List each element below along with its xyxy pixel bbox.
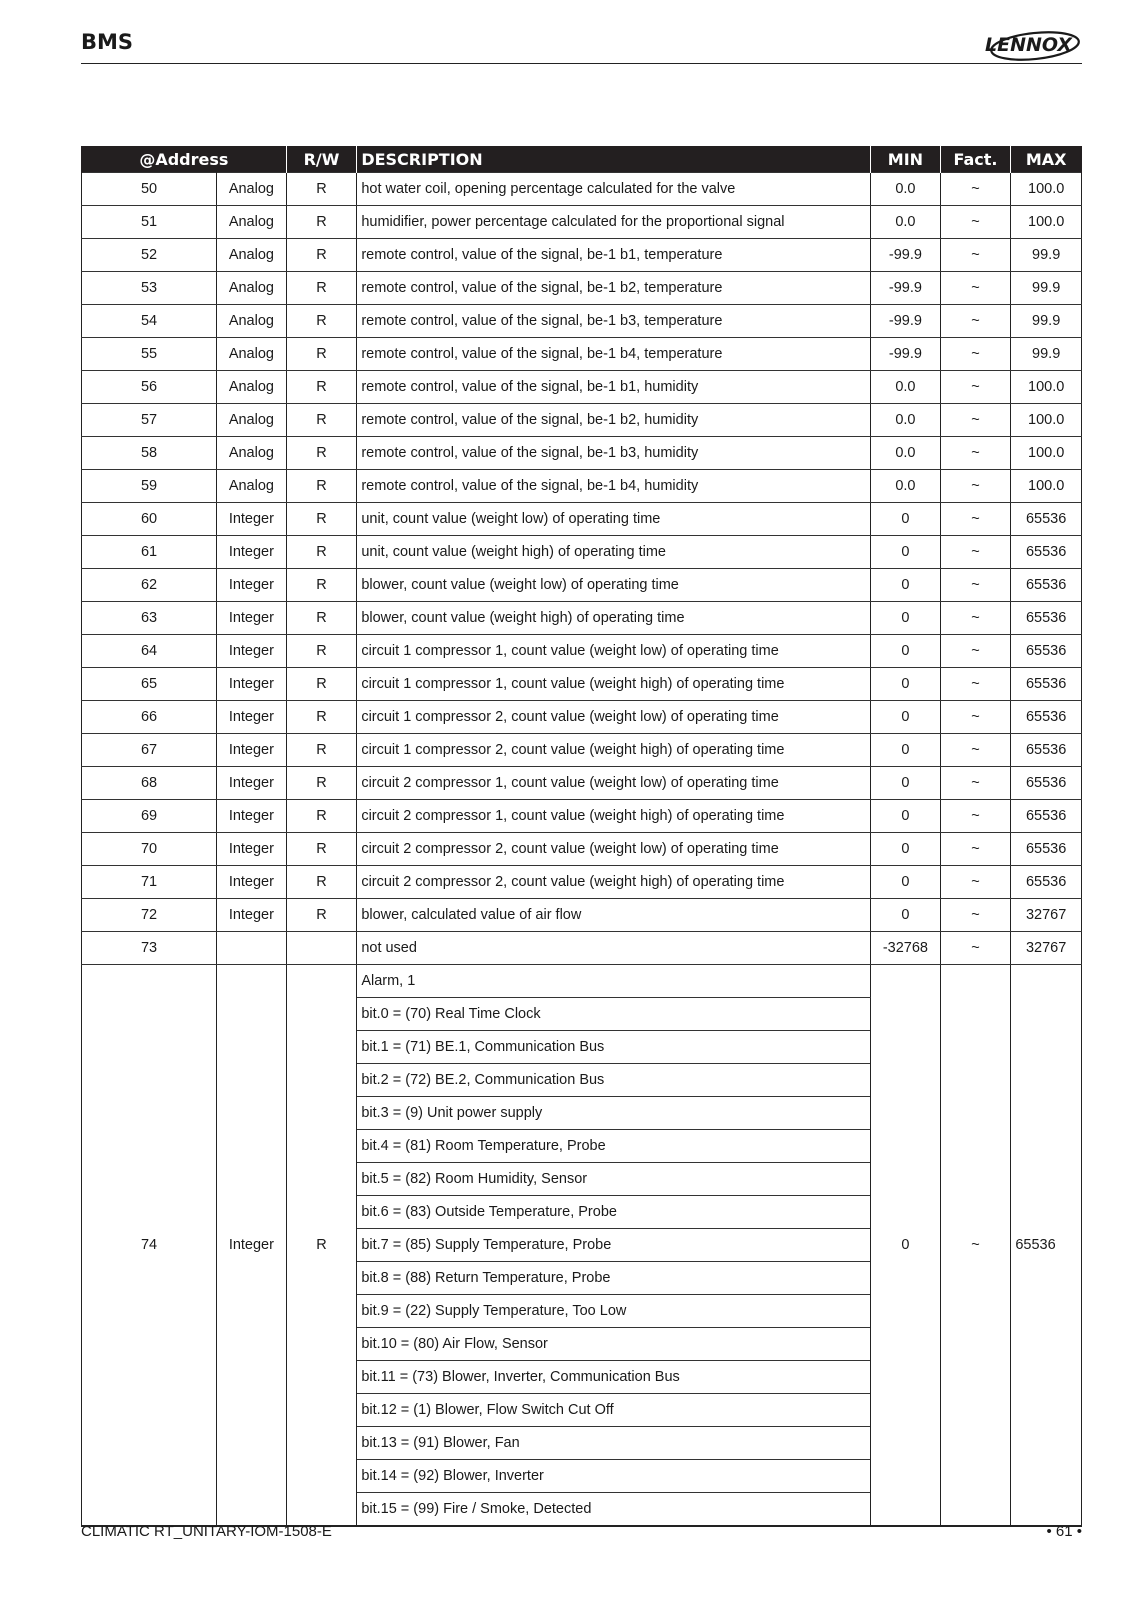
cell-type: Integer — [217, 899, 287, 932]
cell-rw: R — [286, 173, 357, 206]
table-row — [82, 767, 1082, 800]
table-header-row — [82, 146, 1082, 173]
cell-description: circuit 1 compressor 2, count value (weight low) of operating time — [357, 701, 871, 734]
cell-max: 99.9 — [1011, 305, 1082, 338]
cell-min: 0.0 — [871, 470, 941, 503]
cell-max: 32767 — [1011, 932, 1082, 965]
cell-fact: ~ — [940, 404, 1011, 437]
cell-description: remote control, value of the signal, be-1 b1, humidity — [357, 371, 871, 404]
header-divider — [81, 63, 1082, 64]
cell-alarm-bit: bit.3 = (9) Unit power supply — [357, 1097, 871, 1130]
cell-description: blower, count value (weight low) of operating time — [357, 569, 871, 602]
cell-address: 73 — [82, 932, 217, 965]
cell-rw: R — [286, 965, 357, 1527]
table-row — [82, 272, 1082, 305]
cell-description: hot water coil, opening percentage calculated for the valve — [357, 173, 871, 206]
cell-max: 65536 — [1011, 635, 1082, 668]
cell-type: Analog — [217, 404, 287, 437]
cell-address: 50 — [82, 173, 217, 206]
cell-description: circuit 1 compressor 1, count value (weight low) of operating time — [357, 635, 871, 668]
cell-alarm-bit: bit.13 = (91) Blower, Fan — [357, 1427, 871, 1460]
cell-description: unit, count value (weight low) of operating time — [357, 503, 871, 536]
cell-rw: R — [286, 569, 357, 602]
cell-rw: R — [286, 800, 357, 833]
cell-rw: R — [286, 305, 357, 338]
cell-rw: R — [286, 437, 357, 470]
cell-address: 72 — [82, 899, 217, 932]
cell-fact: ~ — [940, 338, 1011, 371]
cell-max: 100.0 — [1011, 437, 1082, 470]
cell-max: 99.9 — [1011, 338, 1082, 371]
cell-fact: ~ — [940, 305, 1011, 338]
cell-rw: R — [286, 239, 357, 272]
cell-max: 99.9 — [1011, 272, 1082, 305]
cell-type: Integer — [217, 569, 287, 602]
cell-max: 65536 — [1011, 800, 1082, 833]
cell-fact: ~ — [940, 635, 1011, 668]
cell-min: 0 — [871, 800, 941, 833]
cell-address: 60 — [82, 503, 217, 536]
cell-type: Analog — [217, 437, 287, 470]
cell-max: 100.0 — [1011, 206, 1082, 239]
table-row — [82, 866, 1082, 899]
cell-max: 100.0 — [1011, 470, 1082, 503]
cell-address: 69 — [82, 800, 217, 833]
cell-max: 65536 — [1011, 569, 1082, 602]
cell-type: Integer — [217, 767, 287, 800]
cell-fact: ~ — [940, 734, 1011, 767]
cell-max: 65536 — [1011, 734, 1082, 767]
table-row — [82, 173, 1082, 206]
cell-fact: ~ — [940, 437, 1011, 470]
cell-address: 61 — [82, 536, 217, 569]
cell-max: 65536 — [1011, 767, 1082, 800]
cell-min: 0 — [871, 899, 941, 932]
cell-address: 62 — [82, 569, 217, 602]
cell-description: remote control, value of the signal, be-1 b3, temperature — [357, 305, 871, 338]
logo-text: LENNOX — [985, 34, 1073, 56]
cell-max: 32767 — [1011, 899, 1082, 932]
cell-address: 51 — [82, 206, 217, 239]
table-row — [82, 734, 1082, 767]
cell-description: circuit 2 compressor 1, count value (weight low) of operating time — [357, 767, 871, 800]
cell-description: unit, count value (weight high) of operating time — [357, 536, 871, 569]
header-address: @Address — [82, 146, 287, 173]
cell-description: blower, calculated value of air flow — [357, 899, 871, 932]
cell-fact: ~ — [940, 470, 1011, 503]
cell-fact: ~ — [940, 833, 1011, 866]
cell-rw: R — [286, 272, 357, 305]
cell-rw — [286, 932, 357, 965]
cell-rw: R — [286, 635, 357, 668]
cell-address: 59 — [82, 470, 217, 503]
cell-rw: R — [286, 866, 357, 899]
cell-fact: ~ — [940, 569, 1011, 602]
cell-max: 65536 — [1011, 503, 1082, 536]
cell-type: Analog — [217, 305, 287, 338]
cell-description: remote control, value of the signal, be-1 b2, humidity — [357, 404, 871, 437]
cell-max: 100.0 — [1011, 371, 1082, 404]
cell-fact: ~ — [940, 800, 1011, 833]
cell-max: 65536 — [1011, 668, 1082, 701]
cell-description: remote control, value of the signal, be-1 b4, temperature — [357, 338, 871, 371]
cell-type: Integer — [217, 833, 287, 866]
cell-type: Integer — [217, 866, 287, 899]
cell-min: 0 — [871, 602, 941, 635]
cell-description: not used — [357, 932, 871, 965]
footer-document-code: CLIMATIC RT_UNITARY-IOM-1508-E — [81, 1523, 332, 1540]
cell-alarm-bit: bit.5 = (82) Room Humidity, Sensor — [357, 1163, 871, 1196]
cell-type: Integer — [217, 965, 287, 1527]
cell-type: Integer — [217, 602, 287, 635]
cell-address: 56 — [82, 371, 217, 404]
cell-type: Analog — [217, 173, 287, 206]
cell-max: 99.9 — [1011, 239, 1082, 272]
cell-description: circuit 2 compressor 1, count value (weight high) of operating time — [357, 800, 871, 833]
cell-max: 65536 — [1011, 536, 1082, 569]
cell-rw: R — [286, 470, 357, 503]
cell-rw: R — [286, 536, 357, 569]
cell-min: 0 — [871, 503, 941, 536]
cell-fact: ~ — [940, 536, 1011, 569]
cell-rw: R — [286, 206, 357, 239]
cell-alarm-bit: bit.10 = (80) Air Flow, Sensor — [357, 1328, 871, 1361]
cell-min: 0 — [871, 536, 941, 569]
table-row — [82, 701, 1082, 734]
cell-address: 71 — [82, 866, 217, 899]
cell-description: circuit 2 compressor 2, count value (weight low) of operating time — [357, 833, 871, 866]
cell-min: -32768 — [871, 932, 941, 965]
cell-address: 68 — [82, 767, 217, 800]
cell-fact: ~ — [940, 272, 1011, 305]
cell-address: 74 — [82, 965, 217, 1527]
cell-min: 0 — [871, 668, 941, 701]
cell-type: Integer — [217, 635, 287, 668]
table-row — [82, 899, 1082, 932]
cell-alarm-bit: bit.15 = (99) Fire / Smoke, Detected — [357, 1493, 871, 1527]
cell-type: Analog — [217, 206, 287, 239]
cell-min: -99.9 — [871, 305, 941, 338]
cell-type: Analog — [217, 272, 287, 305]
cell-max: 100.0 — [1011, 173, 1082, 206]
cell-alarm-bit: bit.12 = (1) Blower, Flow Switch Cut Off — [357, 1394, 871, 1427]
cell-min: 0.0 — [871, 437, 941, 470]
cell-alarm-bit: bit.11 = (73) Blower, Inverter, Communication Bus — [357, 1361, 871, 1394]
table-row — [82, 437, 1082, 470]
cell-rw: R — [286, 338, 357, 371]
table-row — [82, 338, 1082, 371]
cell-min: 0 — [871, 866, 941, 899]
cell-min: 0.0 — [871, 173, 941, 206]
footer-page-number: • 61 • — [1046, 1523, 1082, 1540]
cell-rw: R — [286, 833, 357, 866]
cell-rw: R — [286, 404, 357, 437]
cell-min: 0.0 — [871, 404, 941, 437]
table-row — [82, 470, 1082, 503]
table-row — [82, 206, 1082, 239]
cell-address: 58 — [82, 437, 217, 470]
cell-min: -99.9 — [871, 338, 941, 371]
cell-description: remote control, value of the signal, be-1 b4, humidity — [357, 470, 871, 503]
cell-alarm-bit: bit.4 = (81) Room Temperature, Probe — [357, 1130, 871, 1163]
bms-register-table — [81, 146, 1082, 1527]
cell-max: 65536 — [1011, 701, 1082, 734]
cell-fact: ~ — [940, 602, 1011, 635]
cell-max: 100.0 — [1011, 404, 1082, 437]
cell-min: 0 — [871, 569, 941, 602]
cell-fact: ~ — [940, 503, 1011, 536]
cell-address: 57 — [82, 404, 217, 437]
cell-description: circuit 1 compressor 2, count value (weight high) of operating time — [357, 734, 871, 767]
cell-rw: R — [286, 767, 357, 800]
cell-min: 0 — [871, 734, 941, 767]
cell-fact: ~ — [940, 668, 1011, 701]
page-title: BMS — [81, 30, 134, 54]
cell-min: 0.0 — [871, 371, 941, 404]
cell-description: circuit 2 compressor 2, count value (weight high) of operating time — [357, 866, 871, 899]
table-row — [82, 569, 1082, 602]
cell-type: Integer — [217, 734, 287, 767]
cell-rw: R — [286, 734, 357, 767]
cell-rw: R — [286, 899, 357, 932]
cell-min: 0.0 — [871, 206, 941, 239]
cell-type — [217, 932, 287, 965]
cell-rw: R — [286, 503, 357, 536]
cell-address: 64 — [82, 635, 217, 668]
cell-min: 0 — [871, 635, 941, 668]
cell-alarm-bit: bit.7 = (85) Supply Temperature, Probe — [357, 1229, 871, 1262]
cell-max: 65536 — [1011, 602, 1082, 635]
table-row — [82, 668, 1082, 701]
cell-description: humidifier, power percentage calculated for the proportional signal — [357, 206, 871, 239]
cell-address: 55 — [82, 338, 217, 371]
cell-min: 0 — [871, 767, 941, 800]
cell-fact: ~ — [940, 206, 1011, 239]
cell-fact: ~ — [940, 371, 1011, 404]
cell-description: remote control, value of the signal, be-1 b3, humidity — [357, 437, 871, 470]
header-max: MAX — [1011, 146, 1082, 173]
cell-alarm-bit: bit.14 = (92) Blower, Inverter — [357, 1460, 871, 1493]
cell-address: 70 — [82, 833, 217, 866]
cell-type: Integer — [217, 800, 287, 833]
table-row — [82, 602, 1082, 635]
cell-min: 0 — [871, 833, 941, 866]
cell-fact: ~ — [940, 965, 1011, 1527]
table-row — [82, 305, 1082, 338]
table-row — [82, 932, 1082, 965]
lennox-logo — [973, 29, 1083, 63]
cell-alarm-title: Alarm, 1 — [357, 965, 871, 998]
table-row — [82, 404, 1082, 437]
cell-type: Analog — [217, 338, 287, 371]
table-row — [82, 536, 1082, 569]
cell-min: -99.9 — [871, 239, 941, 272]
cell-rw: R — [286, 371, 357, 404]
alarm-row — [82, 965, 1082, 998]
table-row — [82, 503, 1082, 536]
cell-type: Analog — [217, 239, 287, 272]
cell-alarm-bit: bit.6 = (83) Outside Temperature, Probe — [357, 1196, 871, 1229]
cell-fact: ~ — [940, 932, 1011, 965]
table-row — [82, 833, 1082, 866]
cell-fact: ~ — [940, 899, 1011, 932]
cell-description: remote control, value of the signal, be-1 b2, temperature — [357, 272, 871, 305]
cell-max: 65536 — [1011, 866, 1082, 899]
header-min: MIN — [871, 146, 941, 173]
cell-max: 65536 — [1011, 965, 1082, 1527]
cell-address: 63 — [82, 602, 217, 635]
table-row — [82, 800, 1082, 833]
header-description: DESCRIPTION — [357, 146, 871, 173]
cell-max: 65536 — [1011, 833, 1082, 866]
cell-fact: ~ — [940, 239, 1011, 272]
cell-min: 0 — [871, 965, 941, 1527]
cell-address: 66 — [82, 701, 217, 734]
cell-fact: ~ — [940, 767, 1011, 800]
cell-alarm-bit: bit.2 = (72) BE.2, Communication Bus — [357, 1064, 871, 1097]
cell-type: Integer — [217, 503, 287, 536]
header-fact: Fact. — [940, 146, 1011, 173]
header-rw: R/W — [286, 146, 357, 173]
cell-description: remote control, value of the signal, be-1 b1, temperature — [357, 239, 871, 272]
table-row — [82, 371, 1082, 404]
cell-alarm-bit: bit.1 = (71) BE.1, Communication Bus — [357, 1031, 871, 1064]
cell-address: 67 — [82, 734, 217, 767]
cell-alarm-bit: bit.8 = (88) Return Temperature, Probe — [357, 1262, 871, 1295]
cell-type: Integer — [217, 701, 287, 734]
cell-rw: R — [286, 602, 357, 635]
cell-type: Analog — [217, 371, 287, 404]
table-row — [82, 635, 1082, 668]
cell-alarm-bit: bit.0 = (70) Real Time Clock — [357, 998, 871, 1031]
cell-description: blower, count value (weight high) of operating time — [357, 602, 871, 635]
cell-address: 54 — [82, 305, 217, 338]
cell-type: Integer — [217, 536, 287, 569]
cell-min: 0 — [871, 701, 941, 734]
cell-fact: ~ — [940, 701, 1011, 734]
cell-description: circuit 1 compressor 1, count value (weight high) of operating time — [357, 668, 871, 701]
cell-alarm-bit: bit.9 = (22) Supply Temperature, Too Low — [357, 1295, 871, 1328]
cell-address: 53 — [82, 272, 217, 305]
cell-min: -99.9 — [871, 272, 941, 305]
cell-address: 65 — [82, 668, 217, 701]
cell-rw: R — [286, 701, 357, 734]
table-row — [82, 239, 1082, 272]
cell-rw: R — [286, 668, 357, 701]
cell-fact: ~ — [940, 173, 1011, 206]
cell-type: Analog — [217, 470, 287, 503]
cell-fact: ~ — [940, 866, 1011, 899]
cell-type: Integer — [217, 668, 287, 701]
cell-address: 52 — [82, 239, 217, 272]
